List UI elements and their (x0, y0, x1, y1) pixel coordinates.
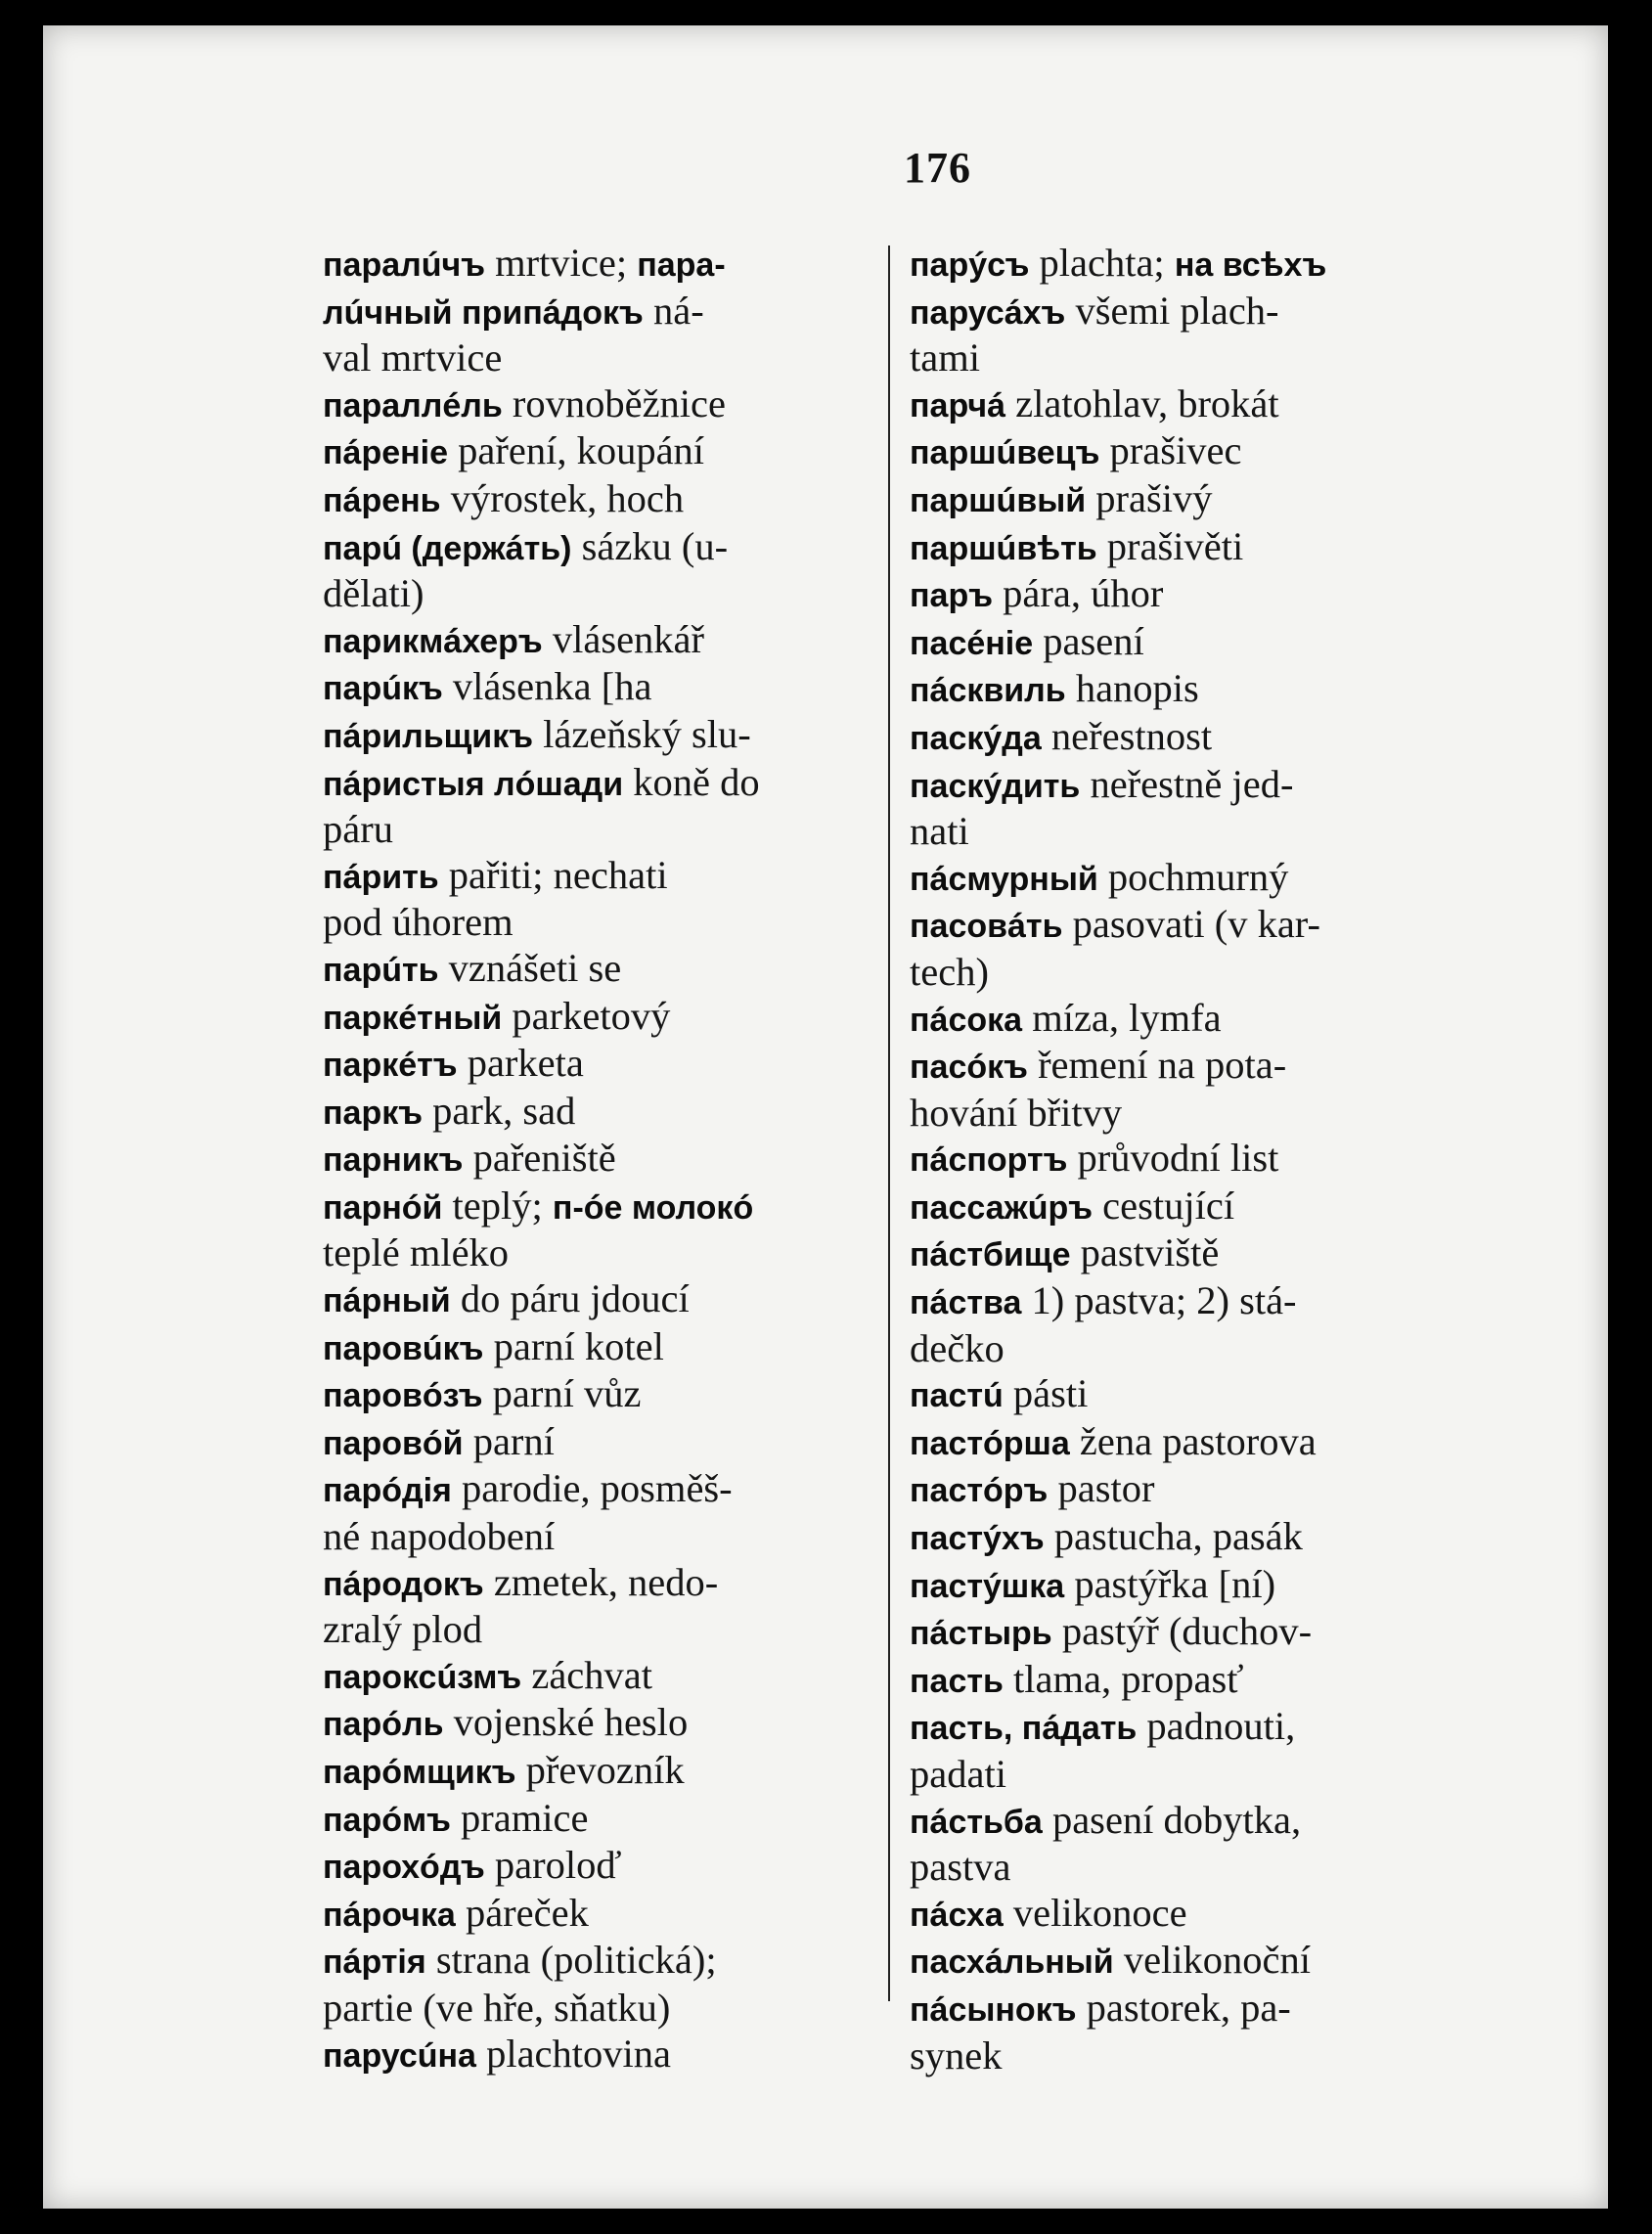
headword: паркъ (323, 1094, 424, 1132)
dictionary-line (323, 1700, 919, 1748)
dictionary-line (910, 1326, 1516, 1372)
headword: пастýшка (910, 1567, 1065, 1605)
definition: pásti (1003, 1371, 1089, 1416)
headword: параллéль (323, 386, 503, 424)
headword: пастýхъ (910, 1520, 1045, 1558)
headword: пáродокъ (323, 1565, 484, 1603)
headword: паскýдить (910, 767, 1081, 805)
dictionary-line (323, 1324, 919, 1372)
headword: на всѣхъ (1174, 246, 1327, 284)
definition: 1) pastva; 2) stá- (1021, 1278, 1297, 1323)
dictionary-line (910, 855, 1516, 903)
definition: tlama, propasť (1003, 1656, 1244, 1701)
dictionary-line (910, 381, 1516, 429)
definition: pastucha, pasák (1044, 1514, 1303, 1559)
dictionary-line (910, 1514, 1516, 1562)
dictionary-line (910, 1043, 1516, 1091)
dictionary-line (910, 762, 1516, 810)
headword: паровóй (323, 1424, 464, 1462)
definition: vznášeti se (438, 945, 622, 990)
headword: пáреніе (323, 434, 449, 472)
definition: velikonoční (1113, 1938, 1312, 1983)
definition: pasení (1033, 618, 1144, 663)
dictionary-line (910, 1136, 1516, 1184)
definition: pařiti; nechati (438, 852, 668, 897)
left-column (323, 241, 919, 2078)
definition: hování břitvy (910, 1090, 1123, 1135)
dictionary-line (323, 1041, 919, 1089)
dictionary-line (910, 2033, 1516, 2079)
definition: val mrtvice (323, 335, 503, 380)
dictionary-line (323, 1653, 919, 1701)
headword: пáрень (323, 481, 441, 519)
definition: lázeňský slu- (533, 711, 751, 756)
dictionary-line (323, 1986, 919, 2032)
headword: пасéніе (910, 624, 1034, 662)
definition: vlásenka [ha (442, 664, 652, 709)
headword: пастóрша (910, 1424, 1070, 1462)
headword: пáристыя лóшади (323, 765, 624, 803)
headword: парóдія (323, 1472, 452, 1510)
definition: padnouti, (1137, 1704, 1296, 1749)
dictionary-line (910, 1752, 1516, 1798)
definition: vojenské heslo (443, 1700, 689, 1745)
dictionary-line (910, 1704, 1516, 1752)
headword: пáртія (323, 1944, 426, 1982)
definition: pod úhorem (323, 900, 513, 945)
headword: паршúвый (910, 481, 1087, 519)
dictionary-line (323, 1466, 919, 1514)
dictionary-line (323, 1843, 919, 1891)
definition: vlásenkář (542, 616, 705, 661)
definition: žena pastorova (1069, 1418, 1317, 1463)
headword: парýсъ (910, 246, 1030, 284)
definition: tech) (910, 949, 989, 994)
definition: parní vůz (482, 1371, 642, 1416)
definition: prašivěti (1096, 523, 1244, 568)
headword: пастóръ (910, 1472, 1049, 1510)
dictionary-line (910, 1466, 1516, 1514)
definition: pastviště (1070, 1230, 1220, 1275)
dictionary-line (910, 571, 1516, 619)
headword: пáстьба (910, 1803, 1043, 1841)
dictionary-line (323, 1089, 919, 1137)
definition: neřestnost (1041, 713, 1213, 758)
headword: паръ (910, 577, 993, 615)
headword: пасть (910, 1662, 1004, 1700)
headword: парóмщикъ (323, 1754, 516, 1791)
definition: pasení dobytka, (1042, 1797, 1302, 1842)
definition: dečko (910, 1325, 1005, 1370)
column-divider (888, 246, 890, 2001)
definition: všemi plach- (1065, 288, 1279, 333)
definition: pastva (910, 1845, 1011, 1890)
definition: plachta; (1029, 241, 1175, 285)
dictionary-line (910, 241, 1516, 289)
headword: пáства (910, 1284, 1022, 1322)
headword: пасхáльный (910, 1944, 1114, 1982)
definition: teplý; (442, 1183, 553, 1228)
dictionary-line (910, 1419, 1516, 1467)
right-column (910, 241, 1516, 2078)
dictionary-line (910, 1091, 1516, 1137)
dictionary-line (323, 1371, 919, 1419)
headword: пасóкъ (910, 1049, 1028, 1087)
definition: parní (463, 1418, 555, 1463)
dictionary-line (323, 1514, 919, 1560)
dictionary-line (910, 1184, 1516, 1231)
definition: pastýř (duchov- (1051, 1609, 1313, 1654)
page-number: 176 (904, 144, 971, 192)
definition: parketový (502, 993, 671, 1038)
headword: парникъ (323, 1141, 464, 1180)
dictionary-line (910, 1657, 1516, 1705)
definition: pastorek, pa- (1076, 1985, 1291, 2030)
headword: пáсмурный (910, 860, 1098, 898)
definition: záchvat (521, 1652, 653, 1697)
dictionary-line (323, 1184, 919, 1231)
headword: пáсынокъ (910, 1990, 1077, 2029)
headword: пасовáть (910, 908, 1063, 946)
definition: strana (politická); (425, 1938, 717, 1983)
definition: né napodobení (323, 1514, 556, 1559)
headword: п-óе молокó (552, 1188, 754, 1227)
dictionary-line (323, 1891, 919, 1939)
dictionary-line (323, 428, 919, 476)
definition: pasovati (v kar- (1062, 902, 1320, 947)
definition: parketa (457, 1041, 584, 1086)
definition: pastor (1048, 1466, 1155, 1511)
headword: пароксúзмъ (323, 1658, 522, 1696)
dictionary-line (323, 1419, 919, 1467)
headword: пасть, пáдать (910, 1710, 1138, 1748)
dictionary-line (323, 335, 919, 381)
headword: парчá (910, 386, 1006, 424)
definition: zlatohlav, brokát (1005, 380, 1279, 425)
dictionary-line (910, 1609, 1516, 1657)
definition: parní kotel (483, 1323, 664, 1368)
headword: пáрить (323, 858, 439, 896)
headword: парнóй (323, 1188, 443, 1227)
dictionary-line (323, 289, 919, 336)
definition: páru (323, 807, 393, 852)
definition: koně do (623, 759, 760, 804)
dictionary-line (910, 666, 1516, 714)
headword: паровóзъ (323, 1377, 483, 1415)
dictionary-line (323, 712, 919, 760)
definition: zmetek, nedo- (483, 1559, 719, 1604)
dictionary-line (910, 619, 1516, 667)
definition: ná- (643, 288, 704, 333)
dictionary-line (323, 1560, 919, 1608)
dictionary-line (323, 524, 919, 572)
headword: лúчный припáдокъ (323, 293, 644, 332)
dictionary-line (910, 1891, 1516, 1939)
definition: parodie, posměš- (451, 1466, 733, 1511)
dictionary-line (323, 1607, 919, 1653)
dictionary-line (323, 241, 919, 289)
headword: пáсока (910, 1001, 1023, 1039)
headword: парикмáхеръ (323, 622, 543, 660)
dictionary-line (323, 1136, 919, 1184)
dictionary-line (323, 2032, 919, 2079)
headword: паршúвѣть (910, 529, 1097, 567)
headword: пáрный (323, 1282, 451, 1320)
definition: partie (ve hře, sňatku) (323, 1985, 671, 2030)
dictionary-line (910, 1278, 1516, 1326)
headword: парóль (323, 1706, 444, 1744)
dictionary-line (910, 1938, 1516, 1986)
definition: cestující (1093, 1183, 1235, 1228)
headword: пáсха (910, 1896, 1004, 1934)
dictionary-line (910, 335, 1516, 381)
dictionary-line (910, 289, 1516, 336)
definition: teplé mléko (323, 1230, 510, 1275)
dictionary-line (323, 807, 919, 853)
headword: парусáхъ (910, 293, 1066, 332)
dictionary-line (323, 900, 919, 946)
definition: neřestně jed- (1080, 761, 1294, 806)
dictionary-line (910, 996, 1516, 1044)
definition: nati (910, 809, 969, 854)
headword: паралúчъ (323, 246, 486, 284)
definition: tami (910, 335, 980, 380)
dictionary-line (910, 950, 1516, 996)
definition: hanopis (1065, 666, 1199, 711)
headword: пáстбище (910, 1236, 1071, 1274)
headword: парúкъ (323, 670, 443, 708)
headword: пáспортъ (910, 1141, 1068, 1180)
dictionary-line (910, 809, 1516, 855)
definition: rovnoběžnice (502, 380, 727, 425)
dictionary-line (323, 760, 919, 808)
headword: паскýда (910, 719, 1042, 757)
definition: sázku (u- (571, 523, 729, 568)
definition: převozník (515, 1748, 685, 1792)
dictionary-line (323, 571, 919, 617)
headword: пастú (910, 1377, 1004, 1415)
headword: паркéтъ (323, 1047, 458, 1085)
dictionary-line (323, 381, 919, 429)
dictionary-line (910, 1986, 1516, 2033)
headword: паровúкъ (323, 1329, 484, 1367)
dictionary-line (323, 1748, 919, 1796)
definition: prašivý (1086, 475, 1213, 520)
definition: padati (910, 1752, 1006, 1796)
dictionary-line (910, 524, 1516, 572)
dictionary-line (323, 476, 919, 524)
headword: паркéтный (323, 999, 503, 1037)
definition: paroloď (484, 1843, 622, 1888)
definition: park, sad (423, 1088, 576, 1133)
headword: пáрочка (323, 1896, 456, 1934)
dictionary-line (910, 1798, 1516, 1846)
definition: plachtovina (475, 2031, 672, 2076)
headword: пассажúръ (910, 1188, 1094, 1227)
definition: synek (910, 2033, 1003, 2078)
definition: řemení na pota- (1027, 1043, 1287, 1088)
dictionary-line (323, 994, 919, 1042)
definition: mrtvice; (485, 241, 638, 285)
definition: prašivec (1099, 428, 1242, 473)
definition: do páru jdoucí (450, 1276, 690, 1321)
dictionary-line (910, 1371, 1516, 1419)
dictionary-line (323, 1796, 919, 1844)
dictionary-line (910, 714, 1516, 762)
dictionary-line (323, 617, 919, 665)
dictionary-line (323, 664, 919, 712)
headword: пáстырь (910, 1615, 1052, 1653)
definition: výrostek, hoch (440, 475, 685, 520)
headword: пáсквиль (910, 672, 1066, 710)
headword: парусúна (323, 2036, 476, 2075)
dictionary-line (910, 1562, 1516, 1610)
definition: pramice (450, 1795, 589, 1840)
dictionary-line (323, 1938, 919, 1986)
dictionary-page (43, 25, 1608, 2209)
definition: velikonoce (1003, 1890, 1187, 1935)
dictionary-line (323, 946, 919, 994)
definition: průvodní list (1067, 1136, 1279, 1181)
headword: пáрильщикъ (323, 717, 534, 755)
definition: pаření, koupání (448, 428, 705, 473)
definition: zralý plod (323, 1607, 483, 1652)
dictionary-line (910, 902, 1516, 950)
headword: пара- (637, 246, 726, 284)
dictionary-line (323, 853, 919, 901)
headword: парú (держáть) (323, 529, 572, 567)
definition: pára, úhor (993, 571, 1164, 616)
dictionary-line (910, 1230, 1516, 1278)
dictionary-line (910, 428, 1516, 476)
dictionary-line (323, 1230, 919, 1276)
headword: парóмъ (323, 1801, 451, 1839)
dictionary-line (323, 1276, 919, 1324)
headword: парохóдъ (323, 1849, 485, 1887)
definition: míza, lymfa (1022, 995, 1222, 1040)
definition: dělati) (323, 571, 424, 616)
headword: паршúвецъ (910, 434, 1100, 472)
dictionary-line (910, 1845, 1516, 1891)
definition: pařeniště (463, 1136, 616, 1181)
definition: pochmurný (1097, 854, 1289, 899)
dictionary-line (910, 476, 1516, 524)
definition: pastýřka [ní) (1064, 1561, 1276, 1606)
headword: парúть (323, 951, 439, 989)
definition: páreček (455, 1890, 589, 1935)
